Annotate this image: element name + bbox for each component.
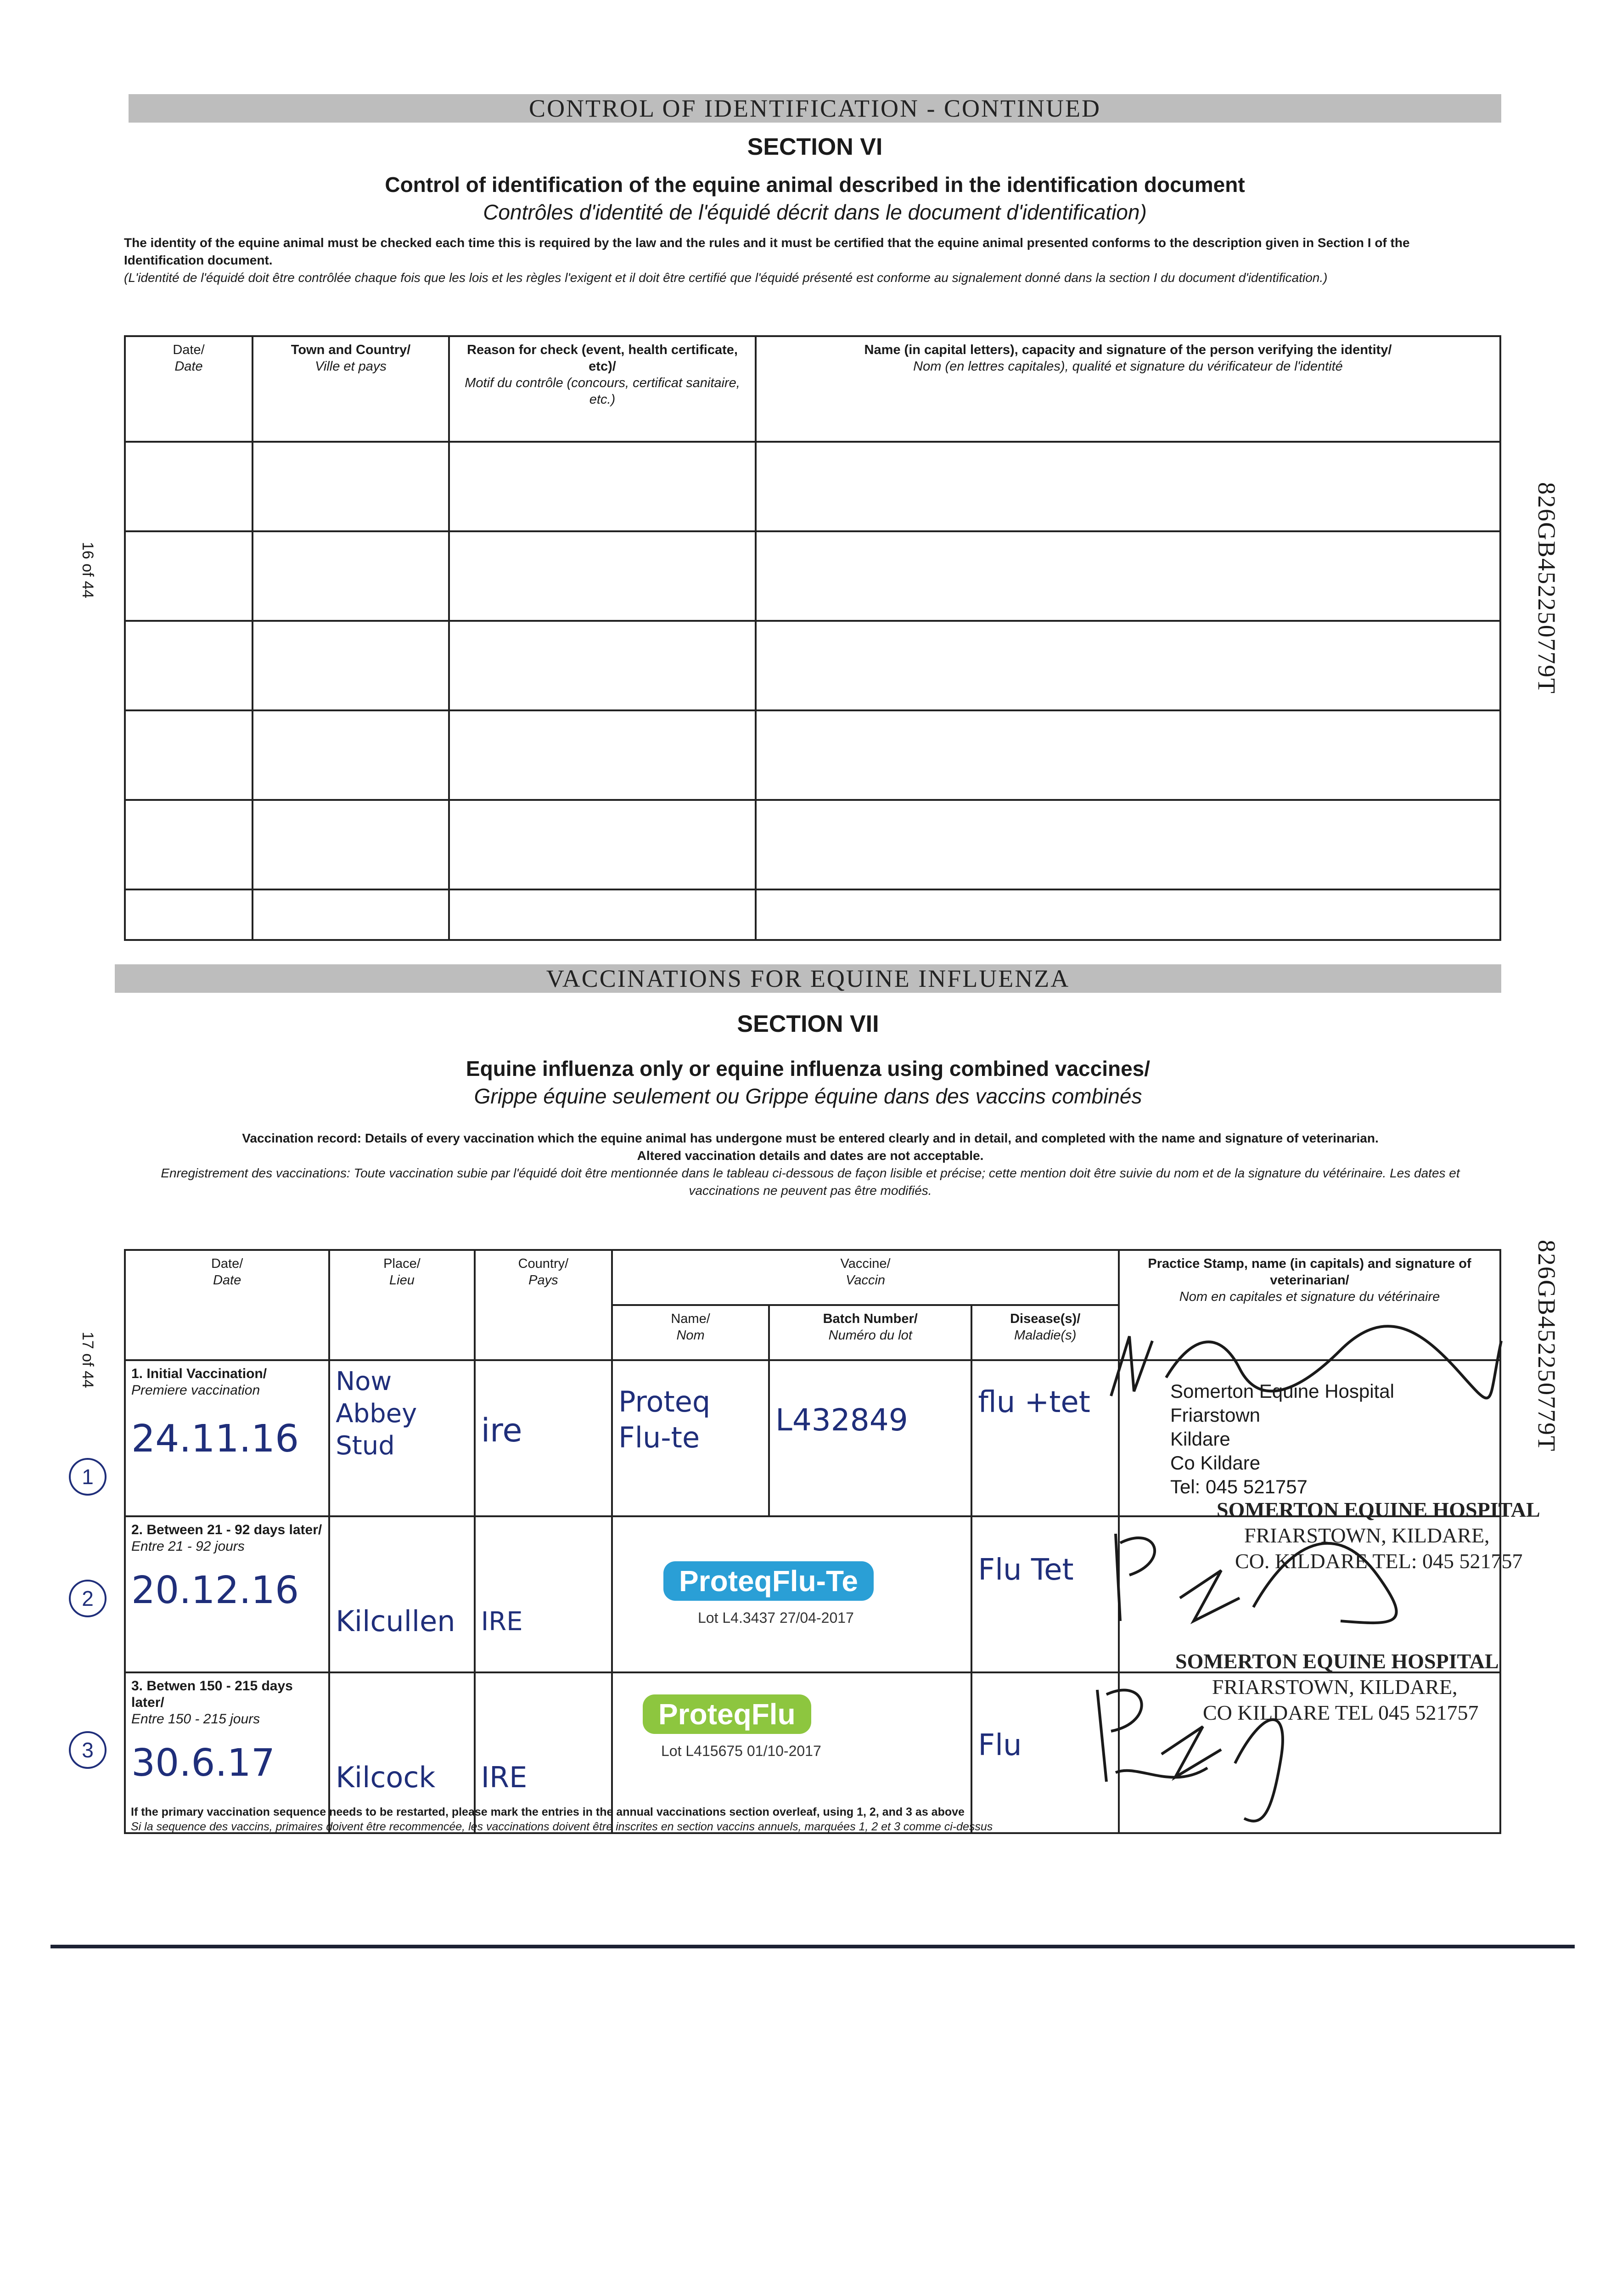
document-id-bottom: 826GB452250779T bbox=[1533, 1240, 1560, 1452]
vac-row1-stamp-line: Co Kildare bbox=[1170, 1452, 1261, 1474]
col-reason: Reason for check (event, health certificate, etc)/ Motif du contrôle (concours, certificat sanitaire, etc.) bbox=[449, 336, 756, 442]
vac-row2-disease: Flu Tet bbox=[971, 1516, 1119, 1672]
section7-title: Equine influenza only or equine influenza using combined vaccines/ bbox=[466, 1057, 1151, 1080]
stamp-row2-line: CO. KILDARE TEL: 045 521757 bbox=[1235, 1549, 1523, 1573]
vac-row2-country: IRE bbox=[475, 1516, 612, 1672]
row-marker-3: 3 bbox=[69, 1731, 107, 1769]
section7-footnote bbox=[131, 1805, 1279, 1834]
vaccine-label-row2: ProteqFlu-Te bbox=[663, 1561, 874, 1601]
document-id-top: 826GB452250779T bbox=[1533, 482, 1560, 694]
vac-row1-vaccine-name: Proteq Flu-te bbox=[612, 1360, 769, 1516]
vac-col-stamp: Practice Stamp, name (in capitals) and signature of veterinarian/ Nom en capitales et signature du vétérinaire bbox=[1119, 1250, 1500, 1360]
signature-row2 bbox=[1102, 1506, 1423, 1644]
col-date: Date/ Date bbox=[125, 336, 253, 442]
table-row bbox=[125, 889, 1500, 940]
signature-row1 bbox=[1102, 1322, 1515, 1414]
section7-band: VACCINATIONS FOR EQUINE INFLUENZA bbox=[115, 964, 1501, 993]
section6-intro bbox=[124, 234, 1483, 287]
vac-row3-country: IRE bbox=[475, 1672, 612, 1833]
vac-row1-date: 24.11.16 bbox=[131, 1417, 299, 1461]
section6-intro-en: The identity of the equine animal must be checked each time this is required by the law and the rules and it must be certified that the equine animal presented conforms to the description given in Section I of the Identification document. bbox=[124, 236, 1410, 267]
vac-row2-date: 20.12.16 bbox=[131, 1569, 299, 1612]
table-row bbox=[125, 800, 1500, 889]
vac-col-batch: Batch Number/ Numéro du lot bbox=[769, 1305, 971, 1360]
page-number-top: 16 of 44 bbox=[79, 542, 96, 598]
vac-row3-date: 30.6.17 bbox=[131, 1741, 275, 1785]
vac-row3-place: Kilcock bbox=[329, 1672, 475, 1833]
vac-col-vaccine: Vaccine/ Vaccin bbox=[612, 1250, 1119, 1305]
bottom-rule bbox=[51, 1945, 1575, 1948]
footnote-en: If the primary vaccination sequence needs to be restarted, please mark the entries in the annual vaccinations section overleaf, using 1, 2, and 3 as above bbox=[131, 1806, 965, 1818]
section7-heading: SECTION VII bbox=[737, 1011, 879, 1037]
section6-subtitle: Contrôles d'identité de l'équidé décrit dans le document d'identification) bbox=[483, 200, 1147, 224]
section6-heading: SECTION VI bbox=[747, 134, 883, 160]
vac-row1-batch: L432849 bbox=[769, 1360, 971, 1516]
vac-col-name: Name/ Nom bbox=[612, 1305, 769, 1360]
vac-col-date: Date/ Date bbox=[125, 1250, 329, 1360]
page-number-bottom: 17 of 44 bbox=[79, 1332, 96, 1388]
vaccine-lot-row3: Lot L415675 01/10-2017 bbox=[661, 1743, 821, 1759]
row-marker-1: 1 bbox=[69, 1458, 107, 1496]
table-row bbox=[125, 621, 1500, 710]
footnote-fr: Si la sequence des vaccins, primaires doivent être recommencée, les vaccinations doivent être inscrites en section vaccins annuels, marquées 1, 2 et 3 comme ci-dessus bbox=[131, 1820, 993, 1833]
stamp-row3-line: CO KILDARE TEL 045 521757 bbox=[1203, 1701, 1479, 1724]
stamp-row3-line: SOMERTON EQUINE HOSPITAL bbox=[1175, 1649, 1499, 1673]
table-row bbox=[125, 442, 1500, 531]
section7-subtitle: Grippe équine seulement ou Grippe équine dans des vaccins combinés bbox=[474, 1084, 1142, 1108]
vac-row1-place: Now Abbey Stud bbox=[329, 1360, 475, 1516]
vac-col-disease: Disease(s)/ Maladie(s) bbox=[971, 1305, 1119, 1360]
section6-title: Control of identification of the equine animal described in the identification document bbox=[385, 173, 1245, 197]
stamp-row2-line: SOMERTON EQUINE HOSPITAL bbox=[1217, 1498, 1540, 1521]
vac-row1-stamp-line: Somerton Equine Hospital bbox=[1170, 1380, 1394, 1402]
stamp-row2-line: FRIARSTOWN, KILDARE, bbox=[1244, 1524, 1490, 1547]
table-row bbox=[125, 531, 1500, 621]
vac-row2-label: 2. Between 21 - 92 days later/ Entre 21 - 92 jours bbox=[131, 1522, 322, 1554]
col-verifier: Name (in capital letters), capacity and signature of the person verifying the identity/ Nom (en lettres capitales), qualité et signature du vérificateur de l'identité bbox=[756, 336, 1500, 442]
table-row bbox=[125, 710, 1500, 800]
stamp-row3-line: FRIARSTOWN, KILDARE, bbox=[1212, 1675, 1458, 1699]
section7-intro-en2: Altered vaccination details and dates are not acceptable. bbox=[637, 1148, 984, 1163]
vaccine-label-row3: ProteqFlu bbox=[643, 1694, 811, 1734]
vac-row2-date-cell bbox=[125, 1516, 329, 1672]
vac-row1-country: ire bbox=[475, 1360, 612, 1516]
row-marker-2: 2 bbox=[69, 1580, 107, 1617]
vac-row1-date-cell bbox=[125, 1360, 329, 1516]
section7-intro-en: Vaccination record: Details of every vaccination which the equine animal has undergone must be entered clearly and in detail, and completed with the name and signature of veterinarian. bbox=[242, 1131, 1379, 1145]
col-town-country: Town and Country/ Ville et pays bbox=[253, 336, 449, 442]
identity-check-table bbox=[124, 335, 1501, 941]
section6-band: CONTROL OF IDENTIFICATION - CONTINUED bbox=[129, 94, 1501, 123]
vac-col-place: Place/ Lieu bbox=[329, 1250, 475, 1360]
vac-row2-place: Kilcullen bbox=[329, 1516, 475, 1672]
vac-row3-disease: Flu bbox=[971, 1672, 1119, 1833]
section7-intro-fr: Enregistrement des vaccinations: Toute vaccination subie par l'équidé doit être mentionnée dans le tableau ci-dessous de façon lisible et précise; cette mention doit être suivie du nom et de la signature du vétérinaire. Les dates et vaccinations ne peuvent pas être modifiés. bbox=[161, 1166, 1460, 1198]
vac-row1-stamp-line: Friarstown bbox=[1170, 1404, 1261, 1426]
vaccine-lot-row2: Lot L4.3437 27/04-2017 bbox=[698, 1609, 854, 1626]
vac-row1-stamp-line: Tel: 045 521757 bbox=[1170, 1476, 1308, 1497]
vac-col-country: Country/ Pays bbox=[475, 1250, 612, 1360]
vac-row1-label: 1. Initial Vaccination/ Premiere vaccination bbox=[131, 1366, 267, 1398]
section7-intro bbox=[124, 1130, 1497, 1199]
vac-row1-disease: flu +tet bbox=[971, 1360, 1119, 1516]
vac-row3-label: 3. Betwen 150 - 215 days later/ Entre 150 - 215 jours bbox=[131, 1678, 293, 1727]
vac-row1-stamp-line: Kildare bbox=[1170, 1428, 1230, 1450]
section6-intro-fr: (L'identité de l'équidé doit être contrôlée chaque fois que les lois et les règles l'exigent et il doit être certifié que l'équidé présenté est conforme au signalement donné dans la section I du document d'identification.) bbox=[124, 270, 1328, 285]
